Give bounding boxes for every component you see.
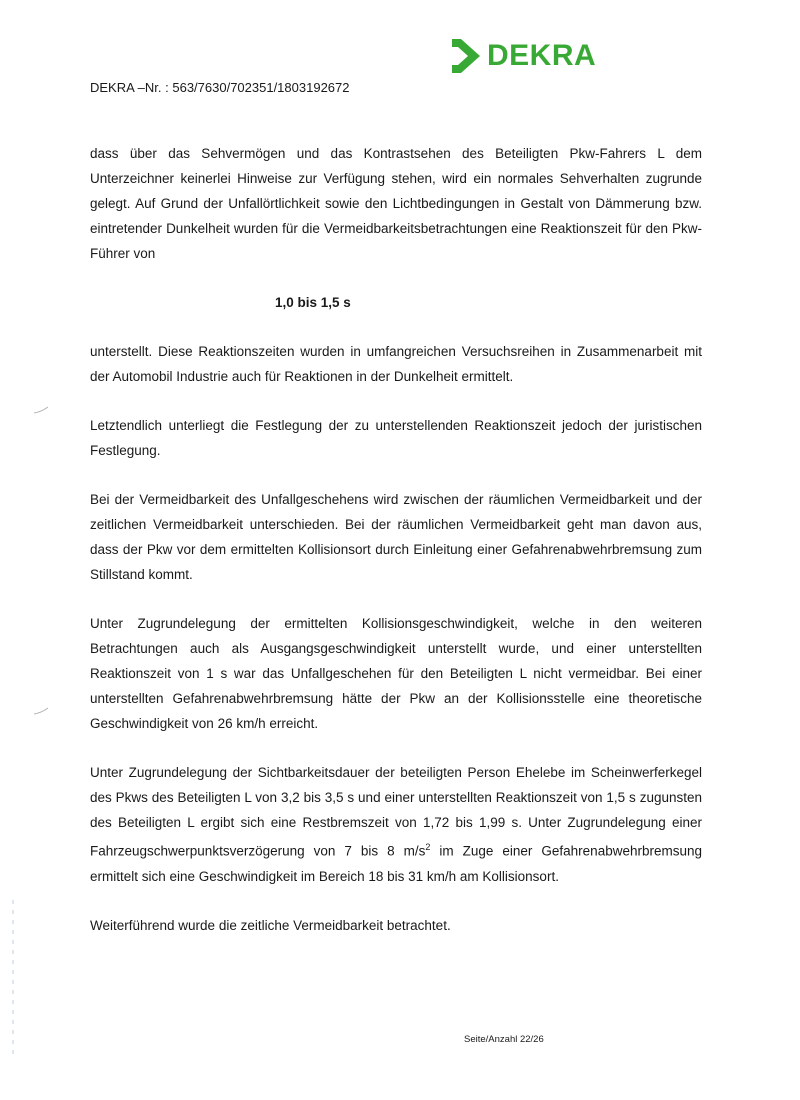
reaction-time-value: 1,0 bis 1,5 s [275,295,351,310]
margin-mark-icon [33,405,49,415]
paragraph-visibility-duration-text-end: im Zuge einer Gefahrenabwehrbremsung ermittelt sich eine Geschwindigkeit im Bereich 18 bis 31 km/h am Kollisionsort. [90,843,702,884]
paragraph-spatial-avoidability: Bei der Vermeidbarkeit des Unfallgeschehens wird zwischen der räumlichen Vermeidbarkeit und der zeitlichen Vermeidbarkeit unterschieden. Bei der räumlichen Vermeidbarkeit geht man davon aus, dass der Pkw vor dem ermittelten Kollisionsort durch Einleitung einer Gefahrenabwehrbremsung zum Stillstand kommt. [90,492,702,582]
dekra-arrow-icon [449,37,483,75]
superscript-exponent: 2 [425,842,431,852]
paragraph-visibility: dass über das Sehvermögen und das Kontrastsehen des Beteiligten Pkw-Fahrers L dem Unterzeichner keinerlei Hinweise zur Verfügung stehen, wird ein normales Sehverhalten zugrunde gelegt. Auf Grund der Unfallörtlichkeit sowie den Lichtbedingungen in Gestalt von Dämmerung bzw. eintretender Dunkelheit wurden für die Vermeidbarkeitsbetrachtungen eine Reaktionszeit für den Pkw-Führer von [90,146,702,261]
paragraph-temporal-avoidability: Weiterführend wurde die zeitliche Vermeidbarkeit betrachtet. [90,917,451,933]
paragraph-reaction-times: unterstellt. Diese Reaktionszeiten wurden in umfangreichen Versuchsreihen in Zusammenarbeit mit der Automobil Industrie auch für Reaktionen in der Dunkelheit ermittelt. [90,344,702,384]
paragraph-legal-determination: Letztendlich unterliegt die Festlegung der zu unterstellenden Reaktionszeit jedoch der juristischen Festlegung. [90,418,702,458]
paragraph-collision-speed: Unter Zugrundelegung der ermittelten Kollisionsgeschwindigkeit, welche in den weiteren Betrachtungen auch als Ausgangsgeschwindigkeit unterstellt wurde, und einer unterstellten Reaktionszeit von 1 s war das Unfallgeschehen für den Beteiligten L nicht vermeidbar. Bei einer unterstellten Gefahrenabwehrbremsung hätte der Pkw an der Kollisionsstelle eine theoretische Geschwindigkeit von 26 km/h erreicht. [90,616,702,731]
margin-mark-icon [33,706,49,716]
paragraph-visibility-duration-text: Unter Zugrundelegung der Sichtbarkeitsdauer der beteiligten Person Ehelebe im Scheinwerferkegel des Pkws des Beteiligten L von 3,2 bis 3,5 s und einer unterstellten Reaktionszeit von 1,5 s zugunsten des Beteiligten L ergibt sich eine Restbremszeit von 1,72 bis 1,99 s. Unter Zugrundelegung einer Fahrzeugschwerpunktsverzögerung von 7 bis 8 m/s [90,765,702,859]
logo-wordmark: DEKRA [487,39,597,72]
document-reference-number: DEKRA –Nr. : 563/7630/702351/1803192672 [90,80,350,95]
page-number: Seite/Anzahl 22/26 [464,1034,544,1045]
dekra-logo [449,37,596,75]
paragraph-visibility-duration [90,760,702,889]
scan-edge-marks [8,900,18,1060]
document-body [90,141,702,962]
